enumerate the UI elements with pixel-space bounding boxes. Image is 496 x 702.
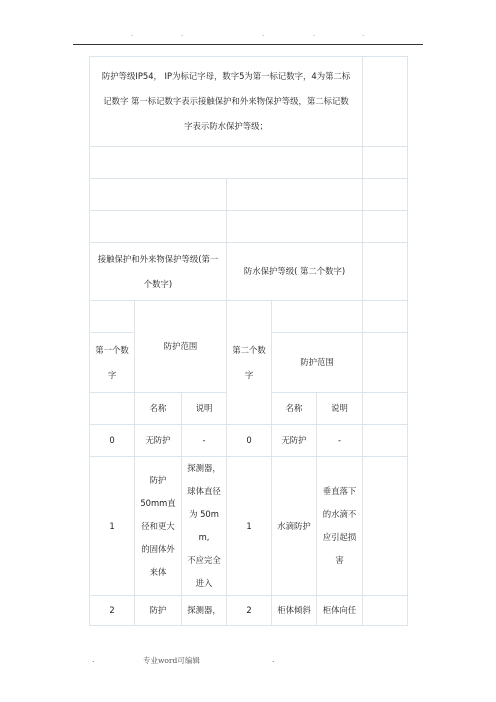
intro-line: 防护等级IP54， IP为标记字母，数字5为第一标记数字，4为第二标 [101,71,351,81]
header-dot: . [181,30,184,38]
header-line: 第二个数 [232,344,266,355]
empty-cell [363,243,408,301]
intro-line: 字表示防水保护等级； [184,121,268,131]
table-cell [317,457,363,596]
empty-cell [363,333,408,393]
table-cell: 2 [227,596,272,626]
empty-cell [90,147,363,179]
header-range-right: 防护范围 [272,333,363,393]
empty-cell [363,57,408,147]
header-range-left: 防护范围 [135,301,227,393]
empty-cell [363,301,408,333]
table-cell: 0 [90,425,135,457]
cell-line: 的固体外 [141,543,175,554]
header-rule [73,44,423,45]
cell-line: 防护 [149,474,167,485]
header-second-digit [227,301,272,425]
header-name-right: 名称 [272,393,317,425]
cell-line: 应引起损 [322,532,357,542]
cell-line: 害 [335,555,344,565]
cell-line: 进入 [195,578,213,588]
cell-line: 为 50mm, [189,509,219,542]
cell-line: 来体 [149,566,167,577]
empty-cell [272,301,363,333]
cell-line: 的水滴不 [322,509,357,519]
table-cell: 水滴防护 [272,457,317,596]
intro-line: 记数字 第一标记数字表示接触保护和外来物保护等级，第二标记数 [103,96,349,106]
table-cell: 无防护 [272,425,317,457]
table-cell: - [182,425,227,457]
empty-cell [363,179,408,211]
cell-line: 垂直落下 [322,486,357,496]
empty-cell [363,425,408,457]
group-header-contact [90,243,227,301]
table-cell: 1 [90,457,135,596]
header-line: 字 [244,369,254,380]
table-cell: 防护 [135,596,182,626]
header-line: 字 [107,369,117,380]
header-dot: . [131,30,134,38]
empty-cell [363,596,408,626]
header-desc-left: 说明 [182,393,227,425]
empty-cell [363,457,408,596]
cell-line: 探测器， [187,463,221,473]
empty-cell [227,179,363,211]
footer-dot: . [272,655,275,664]
header-name-left: 名称 [135,393,182,425]
footer-dot: . [92,655,95,664]
table-cell [182,457,227,596]
group-header-line: 个数字) [143,278,173,289]
table-cell [135,457,182,596]
header-line: 第一个数 [95,344,129,355]
empty-cell [90,301,135,333]
empty-cell [227,211,363,243]
table-cell: 2 [90,596,135,626]
table-cell: 探测器， [182,596,227,626]
empty-cell [90,179,227,211]
header-first-digit [90,333,135,393]
empty-cell [90,393,135,425]
header-dot: . [262,30,265,38]
page-footer [0,655,496,667]
table-cell: 无防护 [135,425,182,457]
header-dots [0,30,496,44]
cell-line: 径和更大 [141,520,175,531]
empty-cell [363,147,408,179]
footer-text: 专业word可编辑 [143,656,200,665]
header-dot: . [313,30,316,38]
intro-cell [90,57,363,147]
table-cell: - [317,425,363,457]
table-cell: 0 [227,425,272,457]
table-cell: 1 [227,457,272,596]
empty-cell [363,393,408,425]
group-header-line: 接触保护和外来物保护等级(第一 [97,253,219,264]
table-cell: 柜体向任 [317,596,363,626]
ip-rating-table [89,56,408,626]
table-cell: 柜体倾斜 [272,596,317,626]
group-header-water: 防水保护等级( 第二个数字) [227,243,363,301]
header-desc-right: 说明 [317,393,363,425]
cell-line: 球体直径 [187,486,221,496]
header-dot: . [362,30,365,38]
cell-line: 50mm直 [140,497,176,508]
cell-line: 不应完全 [187,555,221,565]
empty-cell [363,211,408,243]
empty-cell [90,211,227,243]
